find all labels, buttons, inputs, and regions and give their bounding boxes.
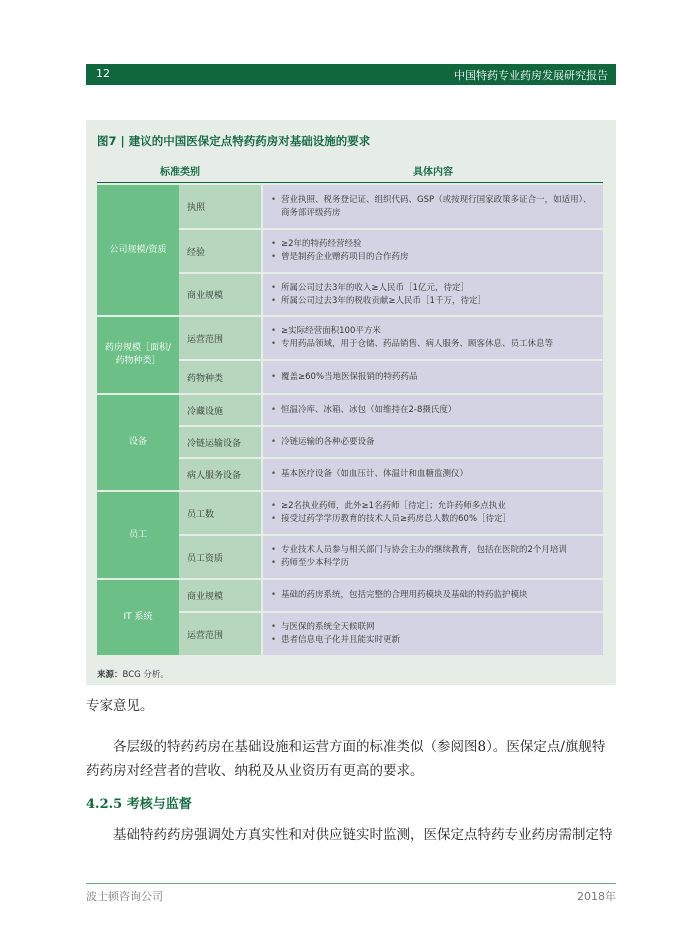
footer-company: 波士顿咨询公司 [86, 890, 163, 903]
sub-patient-service-equipment: 病人服务设备 [179, 459, 261, 490]
paragraph-standards: 各层级的特药药房在基础设施和运营方面的标准类似（参阅图8）。医保定点/旗舰特药药房对经营者的营收、纳税及从业资历有更高的要求。 [86, 739, 606, 779]
detail-operation-scope [263, 317, 603, 359]
sub-operation-scope: 运营范围 [179, 317, 261, 359]
sub-experience: 经验 [179, 230, 261, 272]
sub-staff-qualification: 员工资质 [179, 536, 261, 578]
detail-cold-storage [263, 395, 603, 425]
list-item: • ≥实际经营面积100平方米 [271, 325, 595, 338]
section-title: 4.2.5 考核与监督 [86, 797, 192, 812]
list-item: • 所属公司过去3年的税收贡献≥人民币［1千万，待定］ [271, 295, 595, 308]
category-equipment: 设备 [97, 395, 179, 490]
sub-drug-types: 药物种类 [179, 361, 261, 393]
sub-cold-chain: 冷链运输设备 [179, 427, 261, 457]
list-item: • 基本医疗设备（如血压计、体温计和血糖监测仪） [271, 468, 595, 481]
list-item: • 曾是制药企业赠药项目的合作药房 [271, 251, 595, 264]
source-label: 来源： [97, 670, 123, 680]
sub-cold-storage: 冷藏设施 [179, 395, 261, 425]
list-item: • 与医保的系统全天候联网 [271, 621, 595, 634]
list-item: • 覆盖≥60%当地医保报销的特药药品 [271, 371, 595, 384]
source-text: BCG 分析。 [122, 670, 169, 680]
footer-divider [86, 883, 616, 884]
detail-it-business-scale [263, 580, 603, 611]
column-header-content: 具体内容 [413, 167, 453, 178]
category-company: 公司规模/资质 [97, 185, 179, 315]
paragraph-supervision: 基础特药药房强调处方真实性和对供应链实时监测，医保定点特药专业药房需制定特 [113, 827, 613, 843]
list-item: • 营业执照、税务登记证、组织代码、GSP（或按现行国家政策多证合一，如适用）、商务部评级药房 [271, 194, 595, 220]
sub-business-scale: 商业规模 [179, 274, 261, 315]
detail-experience [263, 230, 603, 272]
footer-year: 2018年 [577, 890, 616, 903]
sub-staff-count: 员工数 [179, 492, 261, 534]
sub-it-business-scale: 商业规模 [179, 580, 261, 611]
detail-cold-chain [263, 427, 603, 457]
paragraph-expert-opinion: 专家意见。 [86, 698, 154, 714]
page-header [86, 64, 616, 85]
list-item: • 冷链运输的各种必要设备 [271, 436, 595, 449]
list-item: • 所属公司过去3年的收入≥人民币［1亿元，待定］ [271, 282, 595, 295]
report-title: 中国特药专业药房发展研究报告 [454, 69, 608, 82]
list-item: • 恒温冷库、冰箱、冰包（如维持在2-8摄氏度） [271, 404, 595, 417]
list-item: • 药师至少本科学历 [271, 557, 595, 570]
list-item: • ≥2名执业药师，此外≥1名药师［待定］；允许药师多点执业 [271, 500, 595, 513]
detail-staff-qualification [263, 536, 603, 578]
figure-source [97, 668, 169, 680]
list-item: • 基础的药房系统，包括完整的合理用药模块及基础的特药监护模块 [271, 589, 595, 602]
detail-it-operation-scope [263, 613, 603, 655]
category-staff: 员工 [97, 492, 179, 578]
list-item: • 专业技术人员参与相关部门与协会主办的继续教育，包括在医院的2个月培训 [271, 544, 595, 557]
figure-title: 图7 | 建议的中国医保定点特药药房对基础设施的要求 [97, 134, 371, 148]
page-number: 12 [96, 67, 110, 80]
list-item: • 接受过药学学历教育的技术人员≥药房总人数的60%［待定］ [271, 513, 595, 526]
category-pharmacy-scale: 药房规模［面积/药物种类］ [97, 317, 179, 393]
detail-license [263, 185, 603, 228]
list-item: • 专用药品领域，用于仓储、药品销售、病人服务、顾客休息、员工休息等 [271, 338, 595, 351]
category-it-system: IT 系统 [97, 580, 179, 655]
detail-patient-service-equipment [263, 459, 603, 490]
header-divider [97, 182, 603, 183]
detail-business-scale [263, 274, 603, 315]
sub-license: 执照 [179, 185, 261, 228]
detail-drug-types [263, 361, 603, 393]
list-item: • 患者信息电子化并且能实时更新 [271, 634, 595, 647]
column-header-category: 标准类别 [160, 167, 200, 178]
detail-staff-count [263, 492, 603, 534]
list-item: • ≥2年的特药经营经验 [271, 238, 595, 251]
sub-it-operation-scope: 运营范围 [179, 613, 261, 655]
